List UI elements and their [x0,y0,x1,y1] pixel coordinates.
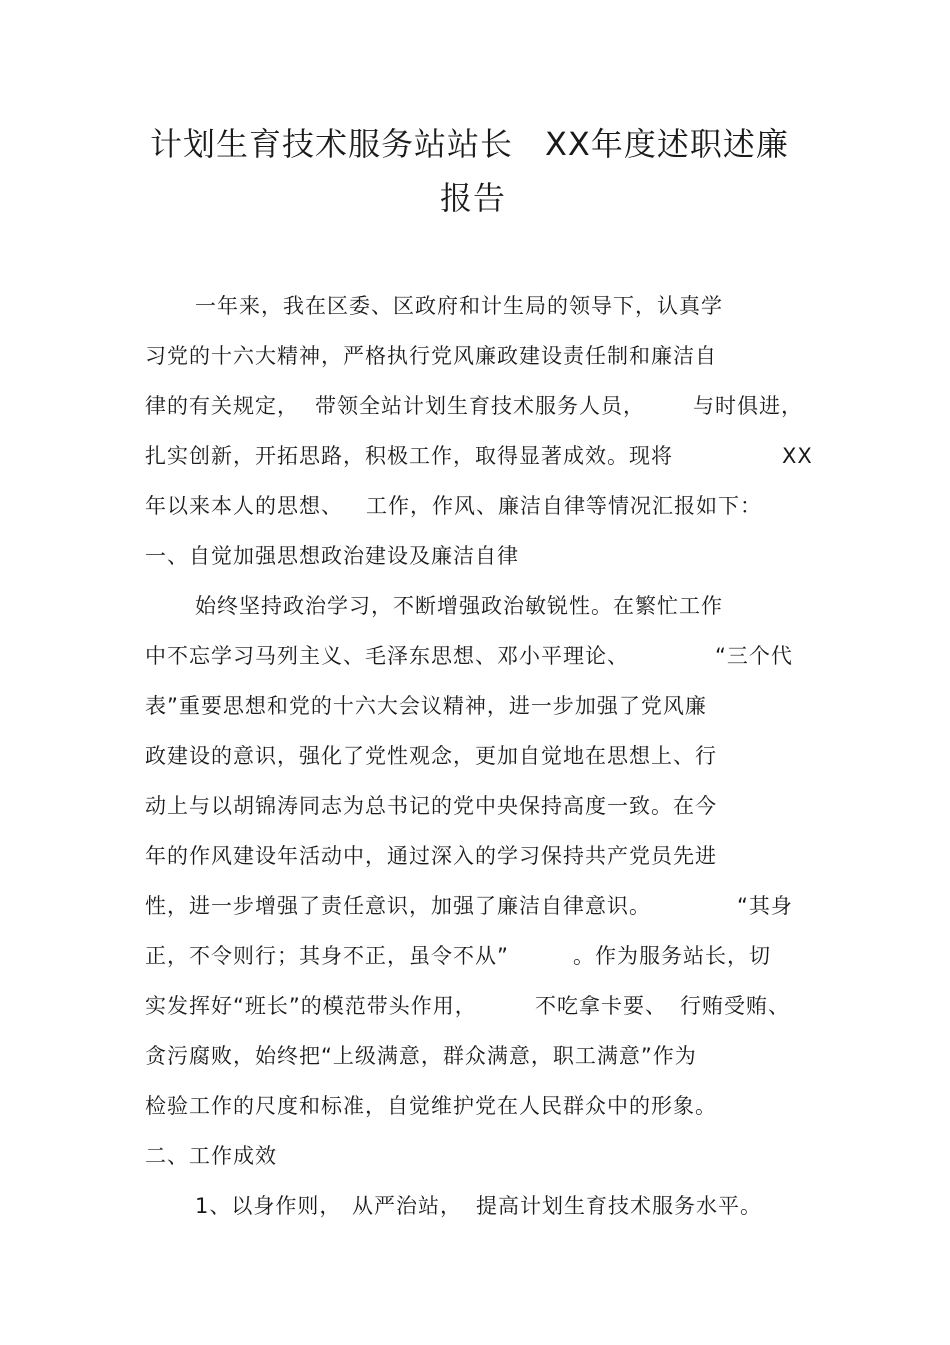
paragraph-line: 带领全站计划生育技术服务人员， [315,394,645,418]
paragraph-line: 正，不令则行；其身不正，虽令不从” [145,944,509,968]
section-heading: 二、工作成效 [145,1144,277,1168]
paragraph-line: XX [782,444,813,468]
paragraph-line: 中不忘学习马列主义、毛泽东思想、邓小平理论、 [145,644,629,668]
subsection-heading: 提高计划生育技术服务水平。 [476,1194,762,1218]
paragraph-line: 不吃拿卡要、 [535,994,667,1018]
subsection-heading: 1、以身作则， [195,1194,342,1218]
paragraph-line: 一年来，我在区委、区政府和计生局的领导下，认真学 [195,294,723,318]
paragraph-line: 政建设的意识，强化了党性观念，更加自觉地在思想上、行 [145,744,717,768]
paragraph-line: “三个代 [715,644,793,668]
paragraph-line: 习党的十六大精神，严格执行党风廉政建设责任制和廉洁自 [145,344,717,368]
paragraph-line: 始终坚持政治学习，不断增强政治敏锐性。在繁忙工作 [195,594,723,618]
paragraph-line: 动上与以胡锦涛同志为总书记的党中央保持高度一致。在今 [145,794,717,818]
title-line-1-part-1: 计划生育技术服务站站长 [150,125,514,163]
paragraph-line: 扎实创新，开拓思路，积极工作，取得显著成效。现将 [145,444,673,468]
section-heading: 一、自觉加强思想政治建设及廉洁自律 [145,544,519,568]
subsection-heading: 从严治站， [352,1194,462,1218]
paragraph-line: “其身 [737,894,793,918]
paragraph-line: 律的有关规定， [145,394,299,418]
paragraph-line: 。作为服务站长，切 [573,944,771,968]
paragraph-line: 表”重要思想和党的十六大会议精神，进一步加强了党风廉 [145,694,707,718]
paragraph-line: 与时俱进， [693,394,803,418]
paragraph-line: 实发挥好“班长”的模范带头作用， [145,994,477,1018]
paragraph-line: 年的作风建设年活动中，通过深入的学习保持共产党员先进 [145,844,717,868]
paragraph-line: 贪污腐败，始终把“上级满意，群众满意，职工满意”作为 [145,1044,697,1068]
paragraph-line: 年以来本人的思想、 [145,494,343,518]
paragraph-line: 工作，作风、廉洁自律等情况汇报如下： [366,494,762,518]
title-line-1-part-2: XX年度述职述廉 [545,125,789,163]
paragraph-line: 检验工作的尺度和标准，自觉维护党在人民群众中的形象。 [145,1094,717,1118]
paragraph-line: 性，进一步增强了责任意识，加强了廉洁自律意识。 [145,894,651,918]
paragraph-line: 行贿受贿、 [680,994,790,1018]
title-line-2: 报告 [440,179,507,217]
